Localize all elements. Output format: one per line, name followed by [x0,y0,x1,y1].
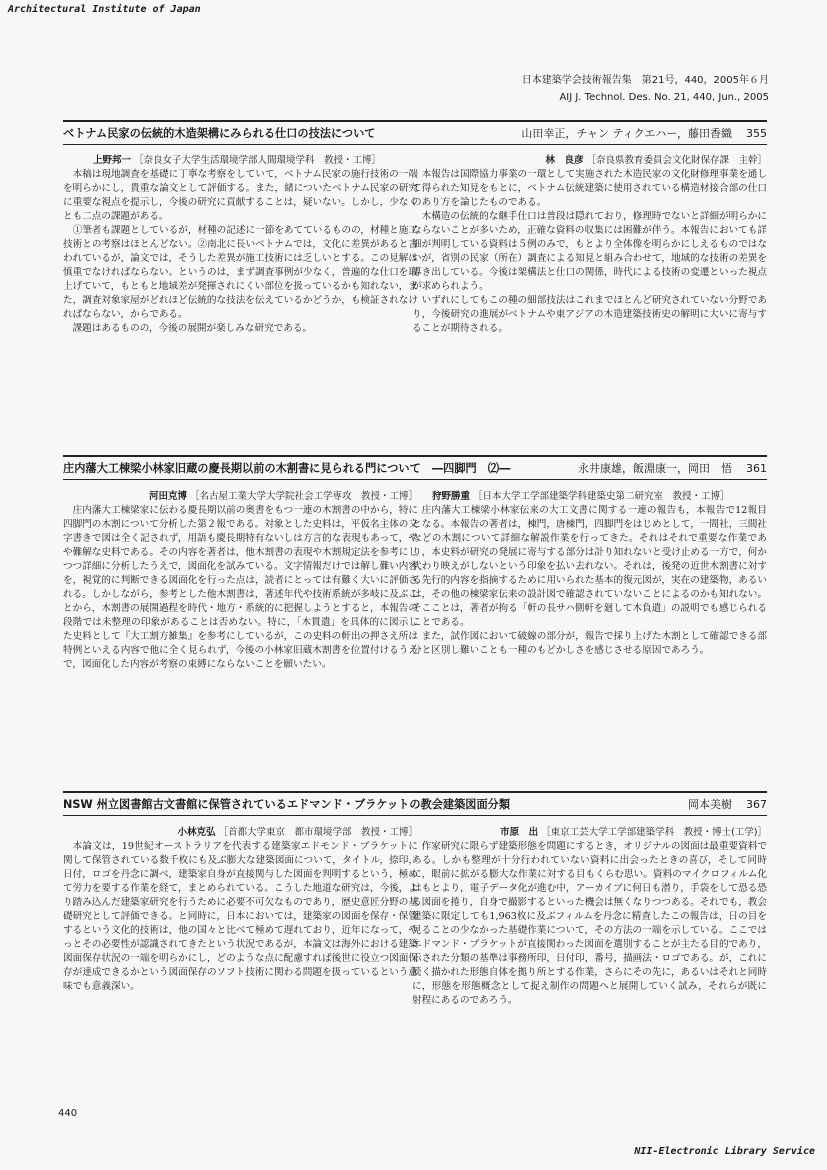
reviewer-affiliation: ［奈良女子大学生活環境学部人間環境学科 教授・工博］ [134,155,382,166]
review-paragraph: 作家研究に限らず建築形態を問題にするとき，オリジナルの図面は最重要資料である。しかも整理が十分行われていない資料に出会ったときの喜び，そして同時に，眼前に拡がる膨大な作業に対する目もくらむ思い。資料のマイクロフィルム化はもとより，電子データ化が進む中，アーカイブに何日も潜り，手袋をして恐る恐る図面を捲り，自身で撮影するといった機会は無くなりつつある。それでも，教会建築に限定しても1,963枚に及ぶフィルムを丹念に精査したこの報告は，日の目を見ることの少なかった基礎作業について，その方法の一端を示している。ここではエドマンド・ブラケットが直接関わった図面を選別することが主たる目的であり，示された分類の基準は事務所印，日付印，番号，描画法・ロゴである。が，これに続く描かれた形態自体を拠り所とする作業，さらにその先に，あるいはそれと同時に，形態を形態概念として捉え制作の問題へと展開していく試み，それらが既に射程にあるのであろう。 [412,841,767,1006]
reviewer-affiliation: ［東京工芸大学工学部建築学科 教授・博士(工学)］ [541,827,767,838]
review-paragraph: 庄内藩大工棟梁小林家伝来の大工文書に関する一連の報告も，本報告で12報目となる。本報告の著者は，棟門，唐棟門，四脚門をはじめとして，一間社，三間社などの木割について詳細な解説作業を行ってきた。それはそれで重要な作業であり，本史料が研究の発展に寄与する部分は計り知れないと受け止める一方で，何か代わり映えがしないという印象を払い去れない。それは，後発の近世木割書に対する先行的内容を指摘するために用いられた基本的復元図が，実在の建築物，あるいは，その他の棟梁家伝来の設計図で確認されていないことによるのかも知れない。そこことは，著者が拘る「軒の長サハ側軒を廻して木負遣」の説明でも感じられることである。 [412,505,767,628]
journal-citation-ja: 日本建築学会技術報告集 第21号，440，2005年６月 [521,75,769,86]
review-paragraph: 本稿は現地調査を基礎に丁寧な考察をしていて，ベトナム民家の施行技術の一端を明らかにし，貴重な論文として評価する。また，緒についたベトナム民家の研究に重要な視点を提示し，今後の研究に貢献することは，疑いない。しかし，少なくとも二点の課題がある。 [63,169,418,222]
article-page: 355 [746,127,767,140]
reviewer [63,490,418,504]
review-left-2 [63,490,418,672]
reviewer [63,154,418,168]
journal-citation [522,72,769,106]
article-header-3 [63,791,767,816]
article-authors [521,125,767,141]
reviewer [63,826,418,840]
reviewer-name: 市原 出 [500,827,539,838]
reviewer-affiliation: ［奈良県教育委員会文化財保存課 主幹］ [586,155,767,166]
reviewer-affiliation: ［名古屋工業大学大学院社会工学専攻 教授・工博］ [189,491,418,502]
service-footer: NII-Electronic Library Service [634,1146,815,1157]
review-paragraph: 本論文は，19世紀オーストラリアを代表する建築家エドモンド・ブラケットに関して保管されている数千枚にも及ぶ膨大な建築図面について，タイトル，捺印，日付，ロゴを丹念に調べ，建築家自身が直接関与した図面を判明するという，極めて労力を要する作業を経て，まとめられている。こうした地道な研究は，今後，より踏み込んだ建築家研究を行うために必要不可欠なものであり，歴史意匠分野の基礎研究として評価できる。と同時に，日本においては，建築家の図面を保存・保管するという文化的技術は，他の国々と比べて極めて遅れており，近年になって，やっとその必要性が認識されてきたという状況であるが，本論文は海外における建築図面保存状況の一端を明らかにし，どのような点に配慮すれば後世に役立つ図面保存が達成できるかという図面保存のソフト技術に関わる問題を扱っているという意味でも意義深い。 [63,841,418,992]
article-title: ベトナム民家の伝統的木造架構にみられる仕口の技法について [63,127,376,140]
article-page: 361 [746,462,767,475]
review-paragraph: 本報告は国際協力事業の一環として実施された木造民家の文化財修理事業を通して得られた知見をもとに，ベトナム伝統建築に使用されている構造材接合部の仕口のあり方を論じたものである。 [412,169,767,208]
article-title: NSW 州立図書館古文書館に保管されているエドマンド・ブラケットの教会建築図面分類 [63,798,511,811]
page-number: 440 [58,1108,78,1119]
reviewer-name: 上野邦一 [93,155,132,166]
review-right-1 [412,154,767,336]
reviewer-affiliation: ［首都大学東京 都市環境学部 教授・工博］ [218,827,418,838]
reviewer [412,154,767,168]
article-title: 庄内藩大工棟梁小林家旧蔵の慶長期以前の木割書に見られる門について ―四脚門 ⑵― [63,462,511,475]
reviewer-name: 河田克博 [148,491,187,502]
review-paragraph: いずれにしてもこの種の細部技法はこれまでほとんど研究されていない分野であり，今後研究の進展がベトナムや東アジアの木造建築技術史の解明に大いに寄与することが期待される。 [412,295,767,334]
review-paragraph: 木構造の伝統的な継手仕口は普段は隠れており，修理時でないと詳細が明らかにならないことが多いため，正確な資料の収集には困難が伴う。本報告においても詳細が判明している資料は５例のみで，もとより全体像を明らかにしえるものではないが，省別の民家（所在）調査による知見と組み合わせて，地域的な技術の差異を導き出している。今後は架構法と仕口の関係，時代による技術の変遷といった視点が求められよう。 [412,211,767,292]
review-paragraph: ①筆者も課題としているが，材種の記述に一節をあてているものの，材種と施工技術との考察はほとんどない。②南北に長いベトナムでは，文化に差異があると言われているが，論文では，そうした差異が施工技術には乏しいとする。この見解は慎重でなければならない。というのは，まず調査事例が少なく，普遍的な仕口を取上げていて，もともと地域差が発揮されにくい部位を扱っているかも知れない，また，調査対象家屋がどれほど伝統的な技法を伝えているかどうか，も検証されなければならない，からである。 [63,225,418,320]
author-list: 山田幸正，チャン ティクエハー，藤田香織 [521,127,732,140]
reviewer-name: 小林克弘 [177,827,216,838]
review-left-3 [63,826,418,994]
article-header-1 [63,120,767,145]
reviewer-name: 林 良彦 [545,155,584,166]
reviewer-name: 狩野勝重 [432,491,471,502]
review-paragraph: また，試作図において破線の部分が，報告で採り上げた木割として確認できる部分と区別し難いことも一種のもどかしさを感じさせる原因であろう。 [412,631,767,656]
author-list: 永井康雄，飯淵康一，岡田 悟 [578,462,732,475]
review-right-2 [412,490,767,658]
org-name: Architectural Institute of Japan [8,4,201,15]
review-left-1 [63,154,418,336]
review-paragraph: 庄内藩大工棟梁家に伝わる慶長期以前の奥書をもつ一連の木割書の中から，特に四脚門の木割について分析した第２報である。対象とした史料は，平仮名主体の文字書きで図は全く記されず，用語も慶長期特有ないしは方言的な表現もあって，やや難解な史料である。その内容を著者は，他木割書の表現や木割規定法を参考にしつつ詳細に分析したうえで，図面化を試みている。文字情報だけでは解し難い内容を，視覚的に判断できる図面化を行った点は，読者にとっては有難く大いに評価される。しかしながら，参考とした他木割書は，著述年代や技術系統が多岐に及ぶことから，木割書の展開過程を時代・地方・系統的に把握しようとすると，本報告の段階では未整理の印象があることは否めない。特に，「木貫遣」を具体的に図示した史料として『大工割方雑集』を参考にしているが，この史料の軒出の押さえ所は特例といえる内容で他に全く見られず，今後の小林家旧蔵木割書を位置付けるうえで，図面化した内容が考察の束縛にならないことを願いたい。 [63,505,418,670]
article-page: 367 [746,798,767,811]
article-header-2 [63,455,767,480]
journal-citation-en: AIJ J. Technol. Des. No. 21, 440, Jun., 2005 [559,92,769,103]
reviewer [412,490,767,504]
reviewer [412,826,767,840]
article-authors [688,796,767,812]
author-list: 岡本美樹 [688,798,732,811]
article-authors [578,460,767,476]
review-paragraph: 課題はあるものの，今後の展開が楽しみな研究である。 [72,323,313,334]
reviewer-affiliation: ［日本大学工学部建築学科建築史第二研究室 教授・工博］ [473,491,730,502]
review-right-3 [412,826,767,1008]
